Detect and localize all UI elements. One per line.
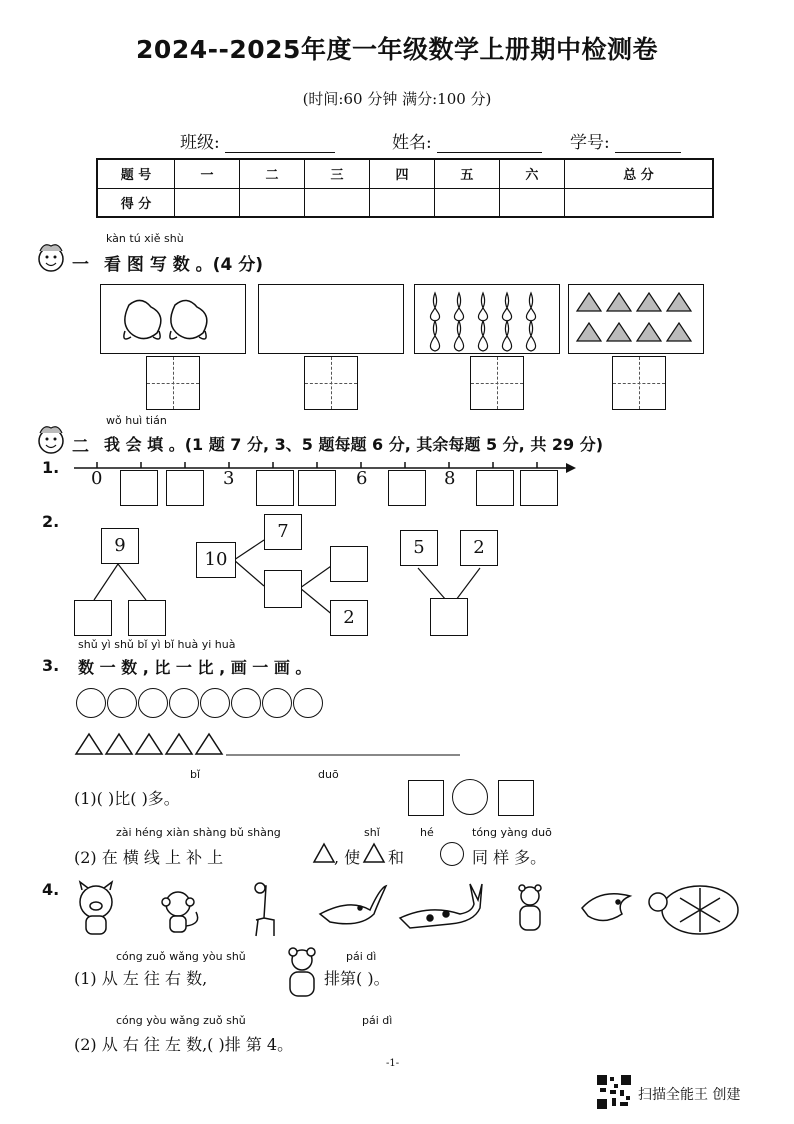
bird-icon [320, 886, 386, 924]
giraffe-icon [255, 883, 274, 936]
pig-icon [80, 882, 112, 934]
q4-2-pinyin-paidi: pái dì [362, 1014, 393, 1027]
number-line-box[interactable] [120, 470, 158, 506]
monkey-icon [162, 892, 198, 932]
question-3-pinyin: shǔ yì shǔ bǐ yì bǐ huà yi huà [78, 638, 236, 651]
picture-box-watermelons [568, 284, 704, 354]
pear-icon [415, 285, 559, 353]
watermelon-icon [569, 285, 703, 353]
tick-label: 8 [444, 468, 456, 489]
bond-value: 7 [277, 521, 289, 542]
q4-part1-suffix[interactable]: 排第( )。 [324, 969, 390, 988]
mascot-icon [34, 240, 68, 274]
score-cell[interactable] [304, 188, 369, 217]
bond-box [330, 600, 368, 636]
exam-subtitle: (时间:60 分钟 满分:100 分) [302, 90, 492, 108]
bond-box [264, 514, 302, 550]
q3-2-pinyin-tong: tóng yàng duō [472, 826, 552, 839]
triangle-icon [312, 842, 336, 864]
score-header-cell: 二 [239, 159, 304, 188]
picture-box-empty [258, 284, 404, 354]
q4-part1: (1) 从 左 往 右 数, [74, 969, 208, 988]
dolphin-icon [582, 894, 630, 921]
number-line-box[interactable] [256, 470, 294, 506]
bond-value: 10 [204, 549, 228, 570]
name-blank[interactable] [437, 134, 542, 153]
q3-part2-shi: , 使 [334, 848, 361, 867]
q3-2-pinyin-shi: shǐ [364, 826, 380, 839]
score-cell[interactable] [175, 188, 240, 217]
section1-pinyin: kàn tú xiě shù [106, 232, 184, 245]
question-3-label: 3. [42, 656, 60, 675]
bond-answer-box[interactable] [264, 570, 302, 608]
section2-number: 二 [72, 437, 89, 457]
q3-2-pinyin: zài héng xiàn shàng bǔ shàng [116, 826, 281, 839]
score-cell[interactable] [239, 188, 304, 217]
class-blank[interactable] [225, 134, 335, 153]
score-header-row [97, 159, 713, 188]
score-header-cell: 四 [369, 159, 434, 188]
id-blank[interactable] [615, 134, 681, 153]
bond-answer-box[interactable] [430, 598, 468, 636]
bond-value: 2 [343, 607, 355, 628]
score-header-cell: 六 [499, 159, 564, 188]
question-4-label: 4. [42, 880, 60, 899]
triangles-row [74, 730, 464, 758]
square-shape [498, 780, 534, 816]
circle-shape [76, 688, 106, 718]
question-2-label: 2. [42, 512, 60, 531]
q3-part2-prefix: (2) 在 横 线 上 补 上 [74, 848, 224, 867]
q3-part2-suffix: 同 样 多。 [472, 848, 547, 867]
circle-shape [138, 688, 168, 718]
score-header-cell: 三 [304, 159, 369, 188]
triangle-icon [362, 842, 386, 864]
turtle-icon [649, 886, 738, 934]
name-field [392, 128, 542, 153]
number-line-box[interactable] [298, 470, 336, 506]
section1-title: 看 图 写 数 。(4 分) [104, 255, 263, 275]
bond-value: 5 [413, 537, 425, 558]
bond-box [196, 542, 236, 578]
circle-shape [200, 688, 230, 718]
score-header-cell: 总 分 [564, 159, 713, 188]
q3-1-pinyin-bi: bǐ [190, 768, 201, 781]
answer-grid[interactable] [304, 356, 358, 410]
score-table [96, 158, 714, 218]
bond-box [101, 528, 139, 564]
question-3-text: 数 一 数 , 比 一 比 , 画 一 画 。 [78, 658, 312, 677]
bond-box [400, 530, 438, 566]
score-cell[interactable] [434, 188, 499, 217]
bear-icon [282, 944, 322, 1000]
picture-box-peaches [100, 284, 246, 354]
bear-icon [519, 885, 541, 930]
answer-grid[interactable] [470, 356, 524, 410]
page-title: 2024--2025年度一年级数学上册期中检测卷 [136, 35, 658, 64]
qr-code-icon [596, 1074, 632, 1110]
tick-label: 3 [223, 468, 235, 489]
score-header-cell: 题 号 [97, 159, 175, 188]
circle-shape [293, 688, 323, 718]
animals-row [70, 878, 750, 942]
rabbit-icon [400, 884, 482, 928]
q3-part2-he: 和 [388, 848, 405, 867]
tick-label: 6 [356, 468, 368, 489]
circle-shape [452, 779, 488, 815]
answer-grid[interactable] [612, 356, 666, 410]
section1-number: 一 [72, 255, 89, 275]
score-header-cell: 五 [434, 159, 499, 188]
q4-part2[interactable]: (2) 从 右 往 左 数,( )排 第 4。 [74, 1035, 294, 1054]
circle-shape [231, 688, 261, 718]
q3-part1[interactable]: (1)( )比( )多。 [74, 789, 180, 808]
score-cell[interactable] [564, 188, 713, 217]
q3-1-pinyin-duo: duō [318, 768, 339, 781]
score-row [97, 188, 713, 217]
number-line-box[interactable] [388, 470, 426, 506]
circle-icon [440, 842, 464, 866]
bond-value: 9 [114, 535, 126, 556]
section2-title: 我 会 填 。(1 题 7 分, 3、5 题每题 6 分, 其余每题 5 分, 共 29 分) [104, 435, 604, 454]
number-line-box[interactable] [476, 470, 514, 506]
q4-1-pinyin-paidi: pái dì [346, 950, 377, 963]
tick-label: 0 [91, 468, 103, 489]
picture-box-pears [414, 284, 560, 354]
name-label: 姓名: [392, 133, 432, 153]
bond-answer-box[interactable] [128, 600, 166, 636]
answer-grid[interactable] [146, 356, 200, 410]
peach-icon [101, 285, 245, 353]
bond-box [460, 530, 498, 566]
score-cell[interactable] [369, 188, 434, 217]
square-shape [408, 780, 444, 816]
circle-shape [262, 688, 292, 718]
section2-pinyin: wǒ huì tián [106, 414, 167, 427]
q4-1-pinyin: cóng zuǒ wǎng yòu shǔ [116, 950, 246, 963]
score-row-label: 得 分 [97, 188, 175, 217]
bond-value: 2 [473, 537, 485, 558]
id-label: 学号: [570, 133, 610, 153]
q4-2-pinyin: cóng yòu wǎng zuǒ shǔ [116, 1014, 246, 1027]
page-number: -1- [386, 1058, 400, 1069]
class-field [180, 128, 335, 153]
circle-shape [169, 688, 199, 718]
bond-answer-box[interactable] [330, 546, 368, 582]
circle-shape [107, 688, 137, 718]
score-cell[interactable] [499, 188, 564, 217]
score-header-cell: 一 [175, 159, 240, 188]
question-1-label: 1. [42, 458, 60, 477]
class-label: 班级: [180, 133, 220, 153]
id-field [570, 128, 681, 153]
q3-2-pinyin-he: hé [420, 826, 434, 839]
number-line-box[interactable] [520, 470, 558, 506]
number-line-box[interactable] [166, 470, 204, 506]
watermark-text: 扫描全能王 创建 [638, 1087, 741, 1103]
mascot-icon [34, 422, 68, 456]
bond-answer-box[interactable] [74, 600, 112, 636]
